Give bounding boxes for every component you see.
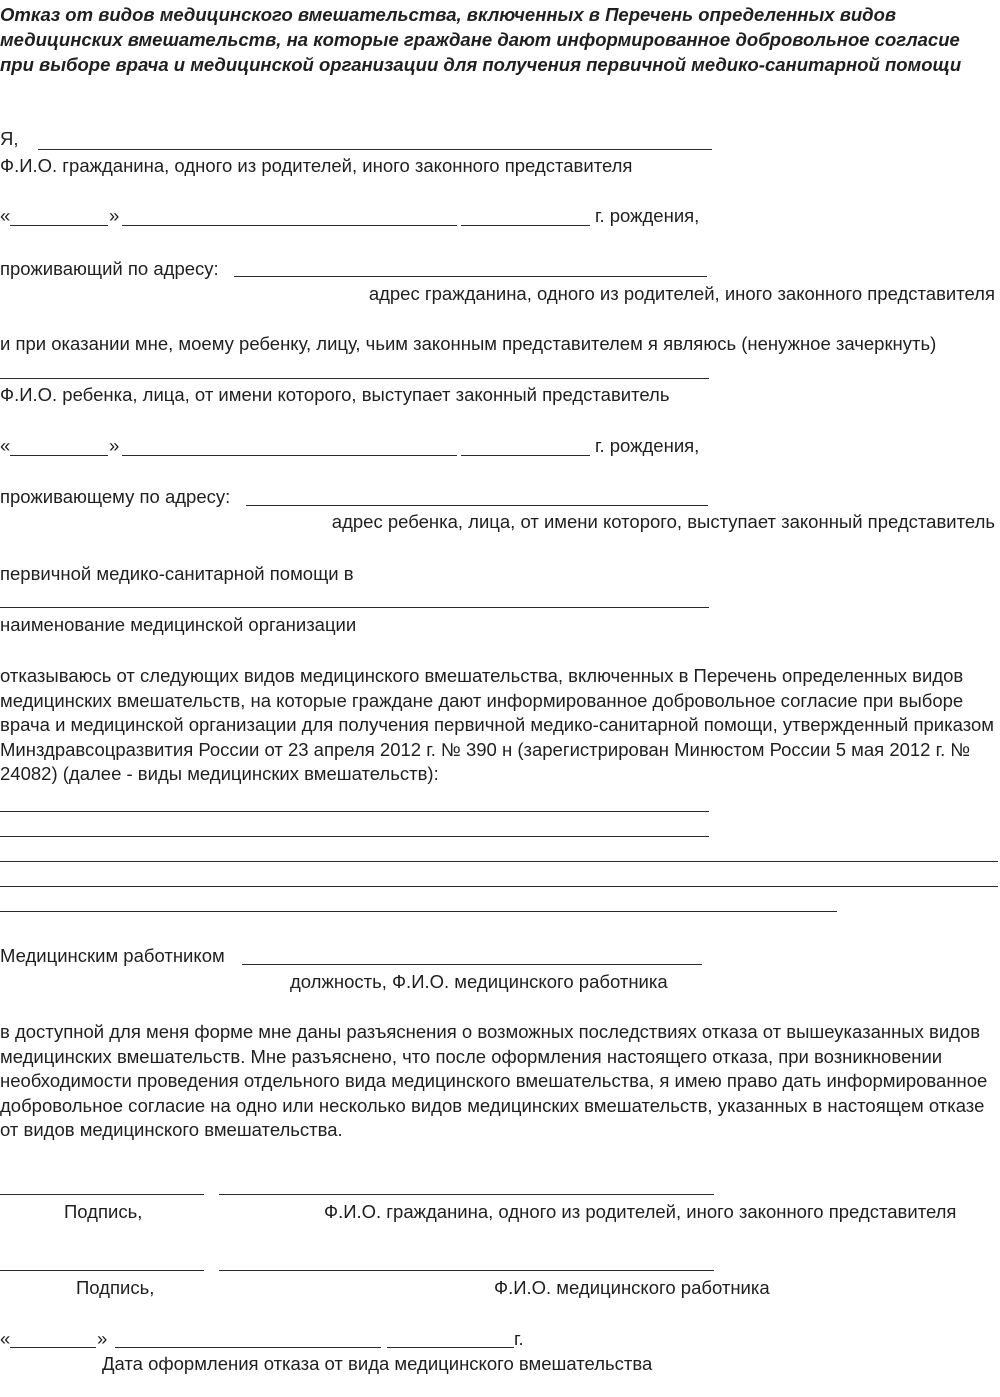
intervention-line[interactable] [0, 886, 998, 887]
child-address-label: проживающему по адресу: [0, 486, 231, 507]
organization-caption: наименование медицинской организации [0, 614, 357, 635]
citizen-birth-year-field[interactable] [461, 225, 590, 226]
worker-signature-name-field[interactable] [219, 1270, 714, 1271]
citizen-birth-suffix: г. рождения, [595, 205, 700, 226]
child-intro: и при оказании мне, моему ребенку, лицу, чьим законным представителем я являюсь (ненужное зачеркнуть) [0, 333, 937, 354]
worker-signature-field[interactable] [0, 1270, 204, 1271]
citizen-prefix: Я, [0, 128, 19, 149]
date-year-field[interactable] [387, 1347, 514, 1348]
worker-field[interactable] [242, 964, 702, 965]
child-quote-open: « [0, 435, 11, 456]
citizen-address-label: проживающий по адресу: [0, 258, 219, 279]
child-birth-suffix: г. рождения, [595, 435, 700, 456]
date-day-field[interactable] [10, 1347, 96, 1348]
date-year-suffix: г. [514, 1328, 524, 1349]
refusal-text: отказываюсь от следующих видов медицинского вмешательства, включенных в Перечень определенных видов медицинских вмешательств, на которые граждане дают информированное добровольное согласие при выборе врача и медицинской организации для получения первичной медико-санитарной помощи, утвержденный приказом Минздравсоцразвития России от 23 апреля 2012 г. № 390 н (зарегистрирован Минюстом России 5 мая 2012 г. № 24082) (далее - виды медицинских вмешательств): [0, 665, 994, 785]
intervention-line[interactable] [0, 911, 837, 912]
citizen-quote-open: « [0, 205, 11, 226]
intervention-line[interactable] [0, 836, 709, 837]
worker-caption: должность, Ф.И.О. медицинского работника [290, 971, 668, 992]
citizen-name-caption: Ф.И.О. гражданина, одного из родителей, иного законного представителя [0, 155, 633, 176]
date-caption: Дата оформления отказа от вида медицинского вмешательства [102, 1353, 653, 1374]
citizen-address-caption: адрес гражданина, одного из родителей, иного законного представителя [368, 283, 995, 304]
child-birth-year-field[interactable] [461, 455, 590, 456]
citizen-signature-name-field[interactable] [219, 1194, 714, 1195]
form-title: Отказ от видов медицинского вмешательства, включенных в Перечень определенных видов медицинских вмешательств, на которые граждане дают информированное добровольное согласие при выборе врача и медицинской организации для получения первичной медико-санитарной помощи [0, 4, 962, 75]
child-address-field[interactable] [246, 505, 708, 506]
organization-name-field[interactable] [0, 607, 709, 608]
worker-sign-name-caption: Ф.И.О. медицинского работника [494, 1277, 770, 1298]
worker-label: Медицинским работником [0, 945, 225, 966]
date-quote-close: » [97, 1328, 108, 1349]
citizen-address-field[interactable] [234, 276, 707, 277]
worker-sign-caption: Подпись, [76, 1277, 155, 1298]
date-month-field[interactable] [115, 1347, 381, 1348]
citizen-name-field[interactable] [38, 149, 712, 150]
citizen-birth-month-field[interactable] [122, 225, 457, 226]
citizen-sign-name-caption: Ф.И.О. гражданина, одного из родителей, иного законного представителя [324, 1201, 957, 1222]
intervention-line[interactable] [0, 861, 998, 862]
child-birth-month-field[interactable] [122, 455, 457, 456]
child-name-caption: Ф.И.О. ребенка, лица, от имени которого, выступает законный представитель [0, 384, 670, 405]
organization-intro: первичной медико-санитарной помощи в [0, 563, 354, 584]
citizen-birth-day-field[interactable] [10, 225, 108, 226]
citizen-quote-close: » [109, 205, 120, 226]
child-address-caption: адрес ребенка, лица, от имени которого, выступает законный представитель [331, 511, 995, 532]
child-name-field[interactable] [0, 378, 709, 379]
citizen-sign-caption: Подпись, [64, 1201, 143, 1222]
child-quote-close: » [109, 435, 120, 456]
explanation-text: в доступной для меня форме мне даны разъяснения о возможных последствиях отказа от вышеуказанных видов медицинских вмешательств. Мне разъяснено, что после оформления настоящего отказа, при возникновении необходимости проведения отдельного вида медицинского вмешательства, я имею право дать информированное добровольное согласие на одно или несколько видов медицинских вмешательств, указанных в настоящем отказе от видов медицинского вмешательства. [0, 1021, 988, 1141]
citizen-signature-field[interactable] [0, 1194, 204, 1195]
child-birth-day-field[interactable] [10, 455, 108, 456]
date-quote-open: « [0, 1328, 11, 1349]
intervention-line[interactable] [0, 811, 709, 812]
